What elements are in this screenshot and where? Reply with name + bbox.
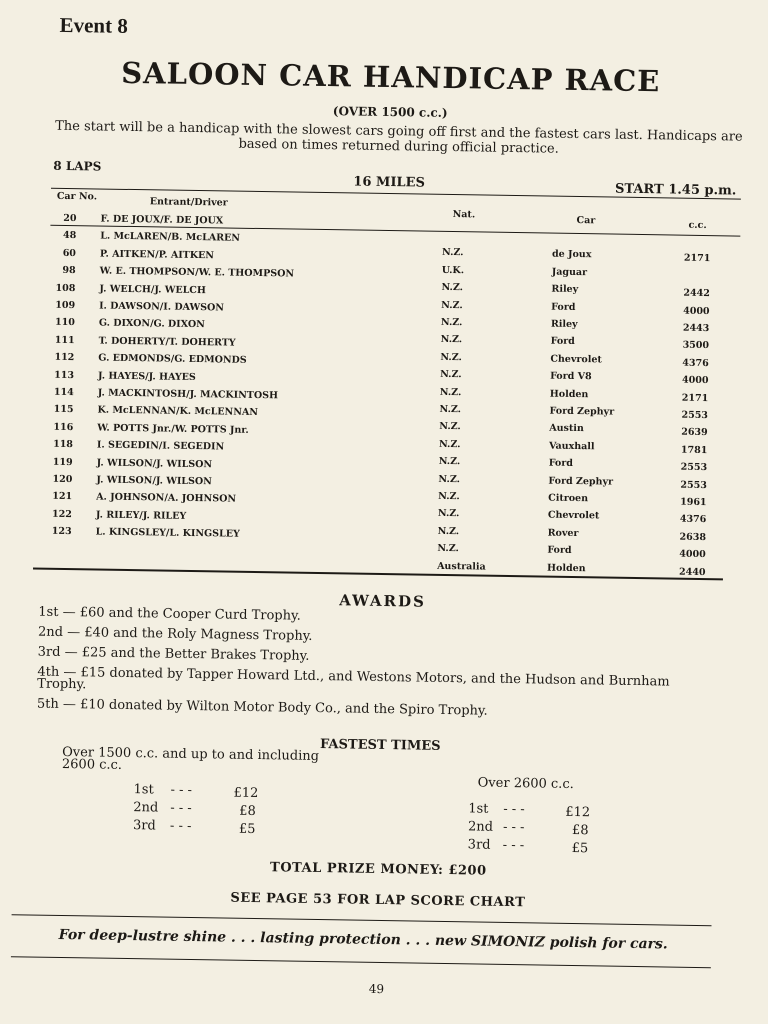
table-bottom-rule <box>33 567 723 580</box>
page-title: SALOON CAR HANDICAP RACE <box>7 54 768 100</box>
left-prize-dashes: - - - <box>170 819 192 834</box>
entrant-driver: J. RILEY/J. RILEY <box>96 509 186 521</box>
car-make: Riley <box>551 284 578 295</box>
engine-cc: 2639 <box>681 427 708 438</box>
car-make: Ford Zephyr <box>548 475 613 487</box>
engine-cc: 2440 <box>679 566 706 577</box>
header-nat: Nat. <box>453 209 476 220</box>
nationality: N.Z. <box>441 299 463 310</box>
entrant-driver: J. HAYES/J. HAYES <box>98 370 196 383</box>
car-number: 122 <box>48 509 72 520</box>
left-prize-place: 3rd <box>133 818 156 833</box>
car-make: Rover <box>548 527 579 538</box>
engine-cc: 2638 <box>680 531 707 542</box>
entrant-driver: K. McLENNAN/K. McLENNAN <box>97 405 258 419</box>
laps-label: 8 LAPS <box>53 159 101 174</box>
car-make: Ford V8 <box>550 371 592 383</box>
car-number: 111 <box>51 335 75 346</box>
right-prize-place: 1st <box>468 801 488 816</box>
engine-cc: 2553 <box>681 462 708 473</box>
left-prize-place: 1st <box>133 782 153 797</box>
page-subtitle: (OVER 1500 c.c.) <box>6 99 768 125</box>
left-prize-dashes: - - - <box>170 783 192 798</box>
nationality: N.Z. <box>439 421 461 432</box>
car-make: Holden <box>547 562 586 574</box>
award-1st: 1st — £60 and the Cooper Curd Trophy. <box>38 607 718 630</box>
car-number: 113 <box>50 369 74 380</box>
car-number: 121 <box>48 491 72 502</box>
left-prize-amount: £5 <box>239 822 256 837</box>
nationality: Australia <box>437 560 486 572</box>
right-prize-dashes: - - - <box>503 838 525 853</box>
entrant-driver: I. SEGEDIN/I. SEGEDIN <box>97 440 224 453</box>
engine-cc: 4000 <box>683 305 710 316</box>
total-prize-money: TOTAL PRIZE MONEY: £200 <box>0 856 762 883</box>
start-time: START 1.45 p.m. <box>615 182 737 199</box>
left-prize-dashes: - - - <box>170 801 192 816</box>
lap-score-chart-note: SEE PAGE 53 FOR LAP SCORE CHART <box>0 887 762 914</box>
fastest-left-heading: Over 1500 c.c. and up to and including 2600 c.c. <box>62 747 322 775</box>
header-entrant: Entrant/Driver <box>150 196 228 208</box>
nationality: U.K. <box>442 265 464 276</box>
page-number: 49 <box>0 976 761 1002</box>
entrant-driver: J. MACKINTOSH/J. MACKINTOSH <box>98 387 278 401</box>
nationality: N.Z. <box>438 473 460 484</box>
car-number: 114 <box>50 387 74 398</box>
left-prize-amount: £8 <box>239 804 256 819</box>
header-car: Car <box>576 215 595 226</box>
entrant-driver: L. McLAREN/B. McLAREN <box>100 231 240 244</box>
nationality: N.Z. <box>441 317 463 328</box>
entrant-driver: A. JOHNSON/A. JOHNSON <box>96 492 236 505</box>
entrant-driver: J. WILSON/J. WILSON <box>96 474 212 487</box>
nationality: N.Z. <box>441 334 463 345</box>
car-number: 112 <box>50 352 74 363</box>
nationality: N.Z. <box>440 352 462 363</box>
entrant-driver: G. DIXON/G. DIXON <box>99 318 205 331</box>
engine-cc: 2443 <box>683 323 710 334</box>
award-3rd: 3rd — £25 and the Better Brakes Trophy. <box>38 647 718 670</box>
car-make: Ford Zephyr <box>549 406 614 418</box>
miles-label: 16 MILES <box>5 169 768 196</box>
nationality: N.Z. <box>439 456 461 467</box>
engine-cc: 2171 <box>684 253 711 264</box>
nationality: N.Z. <box>440 386 462 397</box>
left-prize-place: 2nd <box>133 800 158 815</box>
intro-text: The start will be a handicap with the slowest cars going off first and the fastest cars last. Handicaps are based on times returned during official practice. <box>54 119 744 160</box>
entrant-driver: J. WELCH/J. WELCH <box>99 283 206 296</box>
fastest-times-heading: FASTEST TIMES <box>0 732 764 759</box>
engine-cc: 4000 <box>682 375 709 386</box>
entrant-driver: W. POTTS Jnr./W. POTTS Jnr. <box>97 422 249 435</box>
nationality: N.Z. <box>439 404 461 415</box>
car-make: Austin <box>549 423 584 435</box>
nationality: N.Z. <box>441 282 463 293</box>
car-number: 119 <box>49 456 73 467</box>
car-make: Ford <box>547 545 571 556</box>
left-prize-amount: £12 <box>233 786 258 801</box>
award-4th: 4th — £15 donated by Tapper Howard Ltd., and Westons Motors, and the Hudson and Burnham Trophy. <box>37 667 717 702</box>
entrant-driver: J. WILSON/J. WILSON <box>97 457 213 470</box>
right-prize-place: 3rd <box>468 837 491 852</box>
advert-bottom-rule <box>11 956 711 968</box>
nationality: N.Z. <box>438 526 460 537</box>
simoniz-advert: For deep-lustre shine . . . lasting protection . . . new SIMONIZ polish for cars. <box>13 926 713 953</box>
right-prize-amount: £5 <box>572 841 589 856</box>
fastest-right-heading: Over 2600 c.c. <box>478 776 574 793</box>
nationality: N.Z. <box>438 508 460 519</box>
right-prize-amount: £12 <box>565 805 590 820</box>
car-make: Jaguar <box>552 266 588 278</box>
car-number: 48 <box>52 230 76 241</box>
right-prize-amount: £8 <box>572 823 589 838</box>
right-prize-dashes: - - - <box>503 820 525 835</box>
awards-heading: AWARDS <box>0 586 767 616</box>
award-5th: 5th — £10 donated by Wilton Motor Body Co., and the Spiro Trophy. <box>37 699 717 722</box>
engine-cc: 1961 <box>680 497 707 508</box>
entrant-driver: T. DOHERTY/T. DOHERTY <box>99 335 236 348</box>
car-number: 115 <box>49 404 73 415</box>
engine-cc: 4376 <box>682 357 709 368</box>
car-make: Ford <box>551 301 575 312</box>
entrant-driver: I. DAWSON/I. DAWSON <box>99 301 224 314</box>
event-number: Event 8 <box>59 13 128 39</box>
car-number: 120 <box>48 474 72 485</box>
car-make: Holden <box>550 388 589 400</box>
entrant-driver: L. KINGSLEY/L. KINGSLEY <box>96 527 240 540</box>
engine-cc: 3500 <box>683 340 710 351</box>
entrant-driver: P. AITKEN/P. AITKEN <box>100 248 214 261</box>
right-prize-dashes: - - - <box>503 802 525 817</box>
car-number: 110 <box>51 317 75 328</box>
car-number: 109 <box>51 300 75 311</box>
engine-cc: 1781 <box>681 444 708 455</box>
nationality: N.Z. <box>440 369 462 380</box>
header-cc: c.c. <box>688 220 706 231</box>
engine-cc: 4376 <box>680 514 707 525</box>
car-make: Chevrolet <box>548 510 600 522</box>
car-make: Vauxhall <box>549 440 595 452</box>
nationality: N.Z. <box>442 247 464 258</box>
car-number: 98 <box>52 265 76 276</box>
entrant-driver: G. EDMONDS/G. EDMONDS <box>98 353 247 366</box>
car-number: 20 <box>52 213 76 224</box>
engine-cc: 2553 <box>681 410 708 421</box>
right-prize-place: 2nd <box>468 819 493 834</box>
nationality: N.Z. <box>439 439 461 450</box>
car-number: 116 <box>49 422 73 433</box>
car-make: Ford <box>551 336 575 347</box>
advert-top-rule <box>12 914 712 926</box>
entrant-driver: F. DE JOUX/F. DE JOUX <box>100 214 223 227</box>
car-number: 60 <box>52 248 76 259</box>
entrant-driver: W. E. THOMPSON/W. E. THOMPSON <box>100 266 295 280</box>
nationality: N.Z. <box>437 543 459 554</box>
engine-cc: 4000 <box>679 549 706 560</box>
car-number: 123 <box>48 526 72 537</box>
car-number: 108 <box>51 282 75 293</box>
engine-cc: 2171 <box>682 392 709 403</box>
award-2nd: 2nd — £40 and the Roly Magness Trophy. <box>38 627 718 650</box>
car-make: Citroen <box>548 493 588 505</box>
header-car-no: Car No. <box>57 191 97 203</box>
entry-table <box>8 0 768 6</box>
engine-cc: 2442 <box>683 288 710 299</box>
car-make: de Joux <box>552 249 592 261</box>
car-make: Chevrolet <box>550 353 602 365</box>
car-number: 118 <box>49 439 73 450</box>
nationality: N.Z. <box>438 491 460 502</box>
car-make: Ford <box>549 458 573 469</box>
engine-cc: 2553 <box>680 479 707 490</box>
car-make: Riley <box>551 319 578 330</box>
